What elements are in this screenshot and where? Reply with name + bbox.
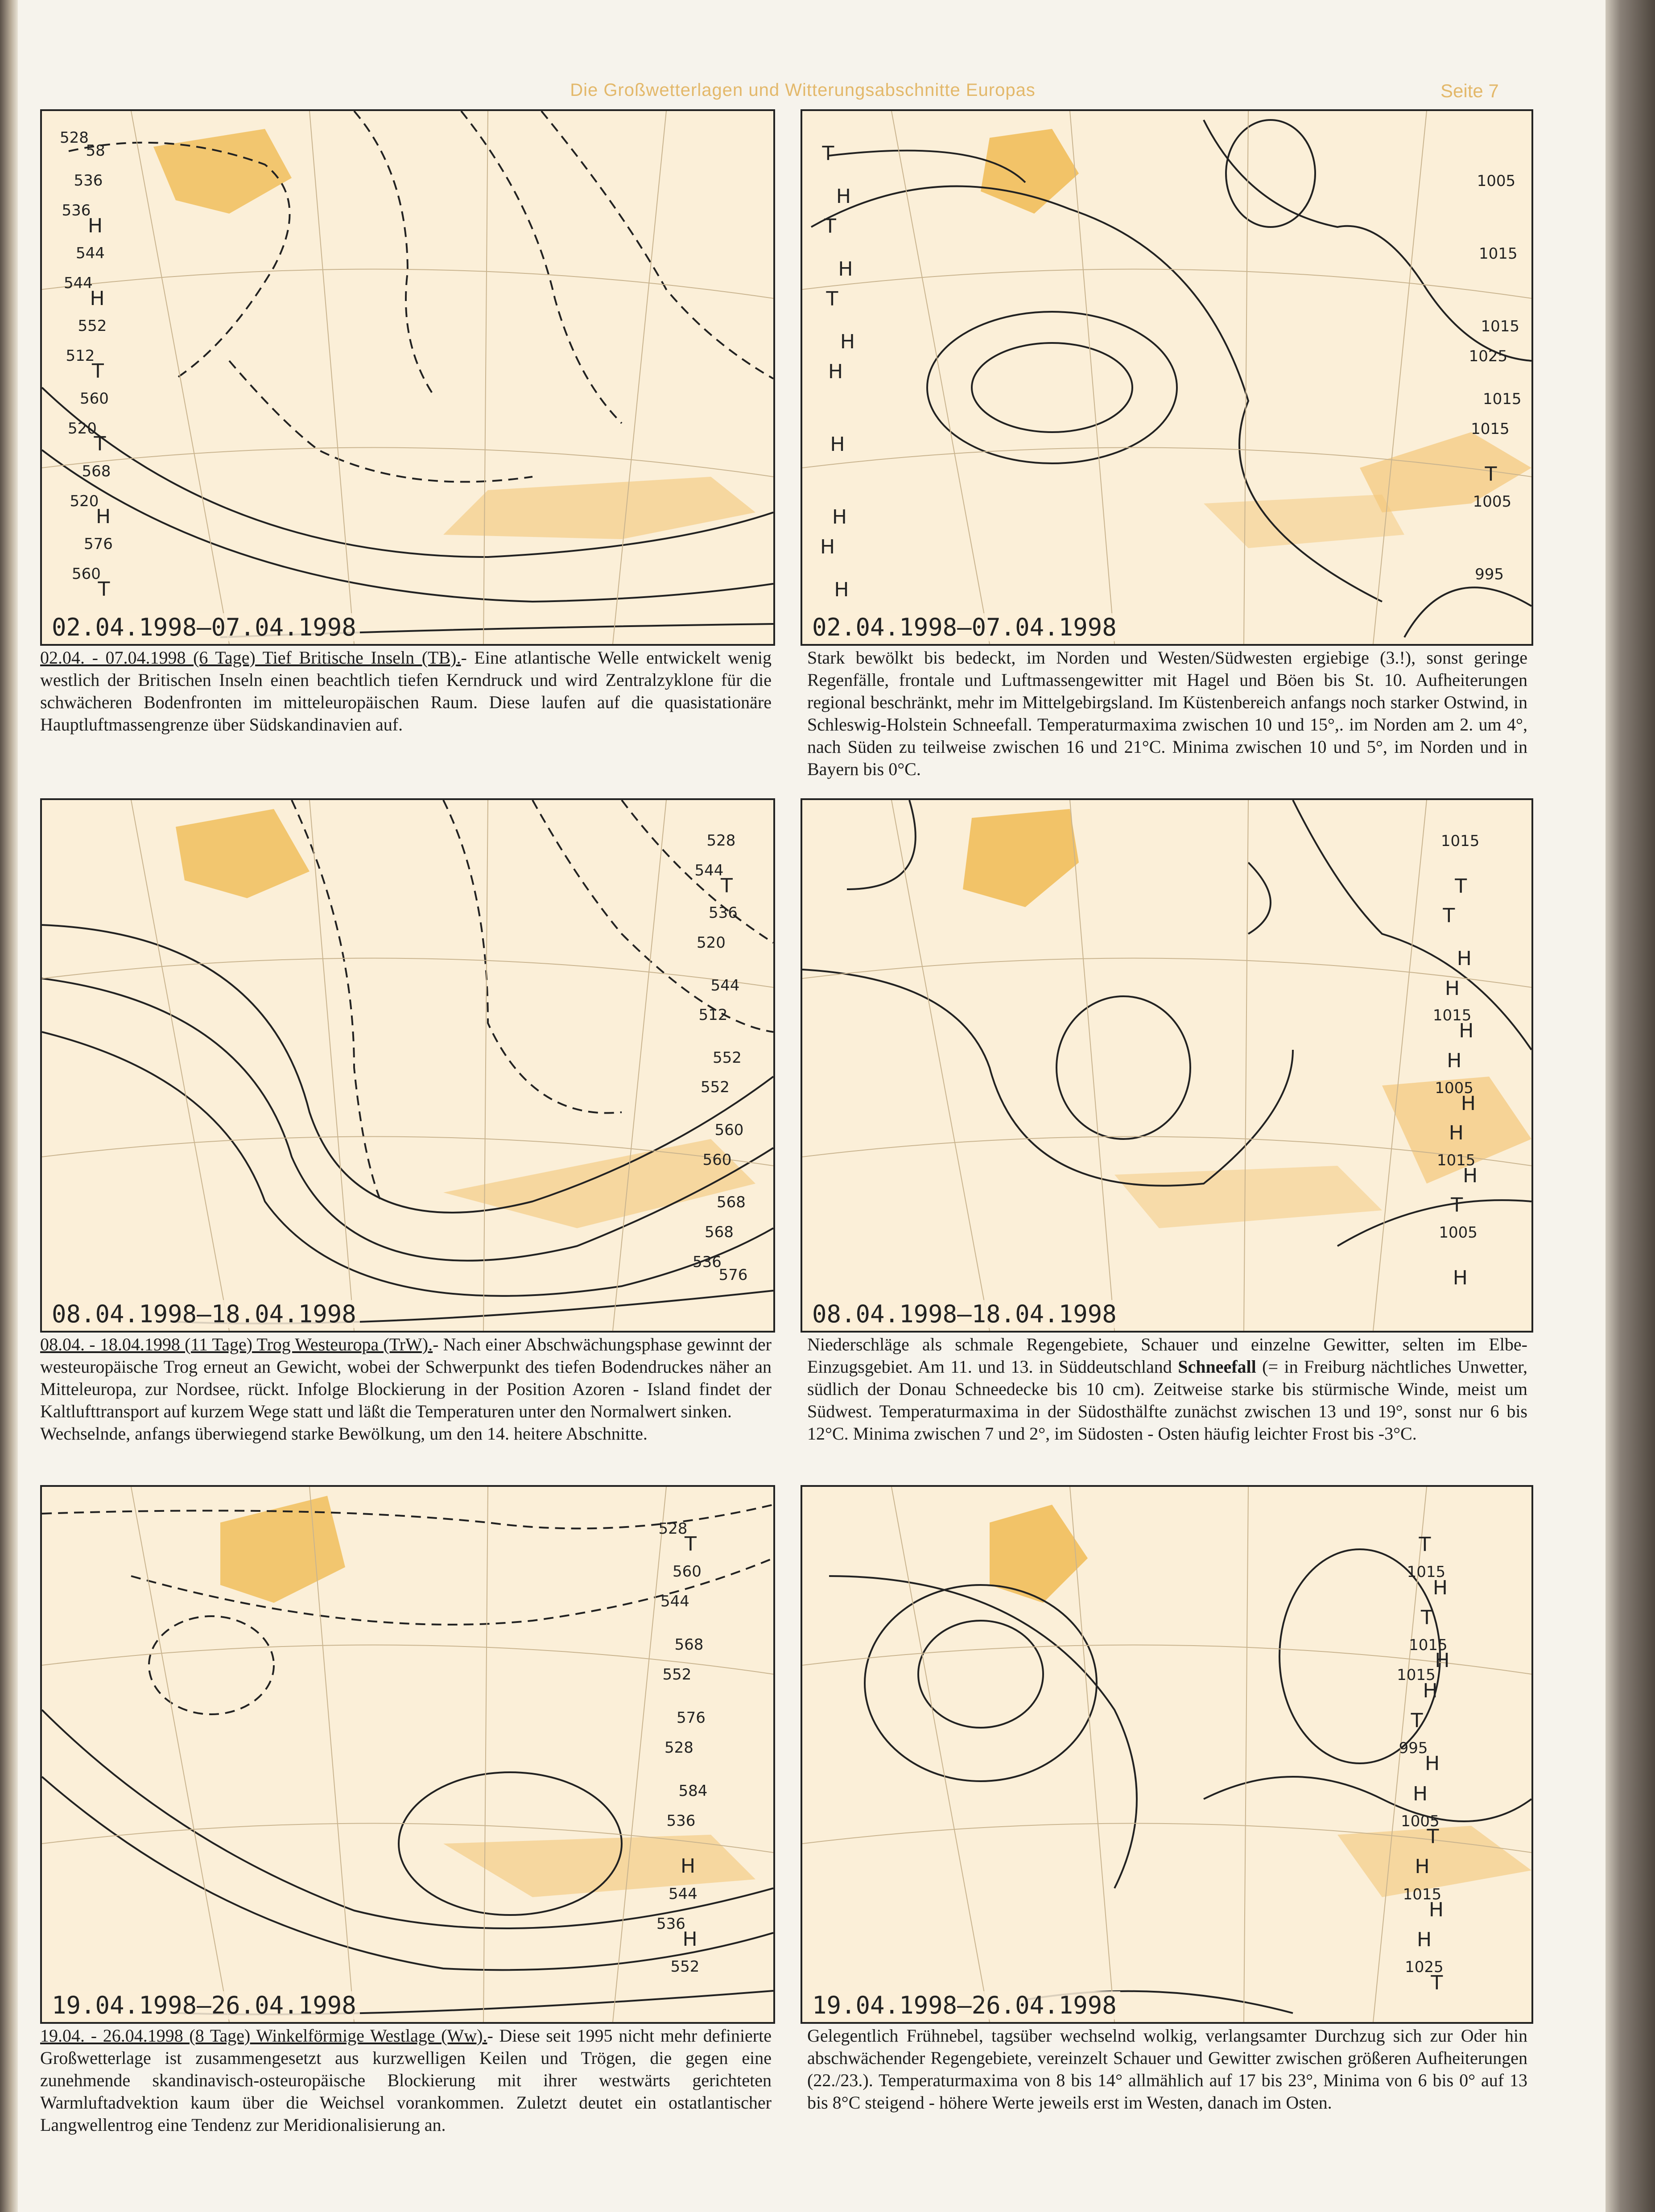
weather-conditions-caption-2 xyxy=(807,1333,1527,1445)
pressure-centre-label: T xyxy=(826,288,838,311)
running-header: Die Großwetterlagen und Witterungsabschnitte Europas xyxy=(570,80,1036,100)
pressure-centre-label: H xyxy=(1461,1092,1476,1115)
isoline-label: 1005 xyxy=(1439,1224,1478,1242)
isoline-label: 552 xyxy=(78,317,107,335)
isoline-label: 536 xyxy=(656,1915,685,1933)
pressure-centre-label: H xyxy=(830,433,845,456)
pressure-centre-label: H xyxy=(88,215,103,238)
pressure-centre-label: T xyxy=(822,142,834,165)
isoline-label: 560 xyxy=(673,1563,702,1581)
pressure-centre-label: T xyxy=(1411,1709,1423,1732)
isoline-label: 552 xyxy=(701,1078,730,1097)
pressure-centre-label: H xyxy=(1463,1164,1478,1187)
pressure-centre-label: H xyxy=(1413,1782,1428,1805)
pressure-centre-label: T xyxy=(685,1533,697,1556)
pressure-centre-label: H xyxy=(838,258,853,281)
pressure-centre-label: H xyxy=(681,1855,696,1878)
pressure-centre-label: T xyxy=(98,578,110,601)
map-date-label: 08.04.1998–18.04.1998 xyxy=(809,1300,1120,1328)
upper-air-map-2 xyxy=(40,798,775,1333)
pressure-centre-label: H xyxy=(832,506,847,529)
pressure-centre-label: T xyxy=(1455,875,1467,898)
pressure-centre-label: T xyxy=(1431,1971,1443,1994)
pressure-centre-label: H xyxy=(1415,1855,1430,1878)
isoline-label: 544 xyxy=(669,1885,697,1903)
isoline-label: 512 xyxy=(66,347,95,365)
isoline-label: 536 xyxy=(62,202,91,220)
isoline-label: 1015 xyxy=(1436,1151,1476,1169)
isoline-label: 544 xyxy=(710,976,740,995)
isoline-label: 1015 xyxy=(1479,245,1518,263)
regime-description: - Eine atlantische Welle entwickelt wenig westlich der Britischen Inseln einen beachtlich tiefen Kerndruck und wird Zentralzyklone für die schwächeren Bodenfronten im mitteleuropäischen Raum. Diese laufen auf die quasistationäre Hauptluftmassengrenze über Südskandinavien auf. xyxy=(40,648,772,735)
pressure-centre-label: H xyxy=(1459,1019,1474,1043)
isoline-label: 528 xyxy=(664,1739,693,1757)
weather-regime-caption-3 xyxy=(40,2025,772,2136)
isoline-label: 512 xyxy=(698,1006,728,1024)
conditions-description-a: Niederschläge als schmale Regengebiete, Schauer und einzelne Gewitter, selten im Elbe-Einzugsgebiet. Am 11. und 13. in Süddeutschland xyxy=(807,1334,1527,1377)
surface-pressure-map-1 xyxy=(801,109,1533,646)
isoline-label: 536 xyxy=(666,1812,696,1830)
surface-pressure-map-2-drawing xyxy=(802,800,1531,1331)
isoline-label: 568 xyxy=(82,462,111,481)
map-date-label: 08.04.1998–18.04.1998 xyxy=(48,1300,360,1328)
isoline-label: 58 xyxy=(86,142,105,160)
page-number: Seite 7 xyxy=(1440,80,1499,101)
pressure-centre-label: H xyxy=(820,536,835,559)
upper-air-map-1 xyxy=(40,109,775,646)
isoline-label: 1015 xyxy=(1409,1636,1448,1655)
isoline-label: 1025 xyxy=(1469,347,1508,366)
pressure-centre-label: T xyxy=(824,215,836,238)
regime-title: 02.04. - 07.04.1998 (6 Tage) Tief Britische Inseln (TB). xyxy=(40,648,461,668)
isoline-label: 576 xyxy=(84,535,113,553)
regime-title: 08.04. - 18.04.1998 (11 Tage) Trog Westeuropa (TrW). xyxy=(40,1334,433,1354)
pressure-centre-label: H xyxy=(1435,1649,1450,1672)
isoline-label: 568 xyxy=(705,1223,734,1241)
weather-regime-caption-2 xyxy=(40,1333,772,1445)
pressure-centre-label: H xyxy=(682,1928,697,1951)
pressure-centre-label: H xyxy=(96,505,111,528)
isoline-label: 560 xyxy=(702,1151,732,1169)
isoline-label: 1005 xyxy=(1477,172,1516,190)
isoline-label: 1025 xyxy=(1405,1958,1444,1977)
page-edge xyxy=(1605,0,1655,2212)
isoline-label: 520 xyxy=(697,934,726,952)
isoline-label: 536 xyxy=(693,1253,722,1271)
isoline-label: 552 xyxy=(670,1958,700,1976)
isoline-label: 544 xyxy=(660,1593,689,1611)
isoline-label: 544 xyxy=(76,244,105,263)
weather-regime-caption-1 xyxy=(40,647,772,736)
isoline-label: 1005 xyxy=(1401,1812,1440,1830)
pressure-centre-label: H xyxy=(1447,1049,1462,1072)
map-date-label: 02.04.1998–07.04.1998 xyxy=(48,613,360,641)
regime-description: - Diese seit 1995 nicht mehr definierte Großwetterlage ist zusammengesetzt aus kurzwelligen Keilen und Trögen, die gegen eine zunehmende skandinavisch-osteuropäische Blockierung mit ihrer westwärts gerichteten Warmluftadvektion kaum über die Weichsel vorankommen. Zuletzt deutet ein ostatlantischer Langwellentrog eine Tendenz zur Meridionalisierung an. xyxy=(40,2026,772,2135)
isoline-label: 1015 xyxy=(1481,318,1520,336)
snowfall-highlight: Schneefall xyxy=(1178,1357,1256,1377)
pressure-centre-label: T xyxy=(94,433,106,456)
upper-air-map-2-drawing xyxy=(42,800,773,1331)
pressure-centre-label: H xyxy=(834,578,849,602)
surface-pressure-map-3 xyxy=(801,1485,1533,2024)
cloud-note: Wechselnde, anfangs überwiegend starke Bewölkung, um den 14. heitere Abschnitte. xyxy=(40,1424,648,1444)
isoline-label: 528 xyxy=(60,129,89,147)
pressure-centre-label: H xyxy=(1445,977,1460,1000)
isoline-label: 995 xyxy=(1399,1739,1428,1758)
map-date-label: 19.04.1998–26.04.1998 xyxy=(48,1991,360,2019)
isoline-label: 536 xyxy=(709,904,738,922)
isoline-label: 528 xyxy=(706,832,736,850)
pressure-centre-label: T xyxy=(1485,463,1497,486)
isoline-label: 584 xyxy=(678,1782,708,1800)
regime-title: 19.04. - 26.04.1998 (8 Tage) Winkelförmige Westlage (Ww). xyxy=(40,2026,487,2046)
conditions-description: Gelegentlich Frühnebel, tagsüber wechselnd wolkig, verlangsamter Durchzug sich zur Oder hin abschwächender Regengebiete, vereinzelt Schauer und Gewitter zwischen größeren Aufheiterungen (22./23.). Temperaturmaxima von 8 bis 14° allmählich auf 17 bis 23°, Minima von 6 bis 0° auf 13 bis 8°C steigend - höhere Werte jeweils erst im Westen, danach im Osten. xyxy=(807,2026,1527,2113)
map-date-label: 19.04.1998–26.04.1998 xyxy=(809,1991,1120,2019)
pressure-centre-label: H xyxy=(90,287,105,310)
pressure-centre-label: H xyxy=(1417,1928,1432,1952)
pressure-centre-label: H xyxy=(1449,1122,1464,1145)
isoline-label: 995 xyxy=(1475,565,1504,584)
pressure-centre-label: T xyxy=(1419,1533,1431,1556)
surface-pressure-map-2 xyxy=(801,798,1533,1333)
isoline-label: 544 xyxy=(64,274,93,293)
isoline-label: 1015 xyxy=(1483,390,1522,409)
isoline-label: 576 xyxy=(718,1266,748,1284)
isoline-label: 568 xyxy=(717,1193,746,1212)
isoline-label: 1015 xyxy=(1432,1007,1472,1025)
isoline-label: 520 xyxy=(70,492,99,511)
weather-conditions-caption-1 xyxy=(807,647,1527,780)
isoline-label: 1005 xyxy=(1473,493,1512,511)
isoline-label: 552 xyxy=(713,1048,742,1067)
isoline-label: 568 xyxy=(674,1636,704,1654)
upper-air-map-3 xyxy=(40,1485,775,2024)
pressure-centre-label: H xyxy=(1453,1266,1468,1289)
upper-air-map-3-drawing xyxy=(42,1487,773,2022)
upper-air-map-1-drawing xyxy=(42,111,773,644)
pressure-centre-label: H xyxy=(1428,1898,1444,1922)
isoline-label: 544 xyxy=(694,861,724,879)
pressure-centre-label: T xyxy=(1443,904,1455,928)
isoline-label: 536 xyxy=(74,172,103,190)
pressure-centre-label: H xyxy=(1432,1576,1448,1599)
isoline-label: 560 xyxy=(714,1121,744,1139)
isoline-label: 552 xyxy=(662,1666,692,1684)
book-binding xyxy=(0,0,18,2212)
pressure-centre-label: H xyxy=(840,330,855,354)
isoline-label: 1015 xyxy=(1403,1885,1442,1903)
isoline-label: 520 xyxy=(68,420,97,438)
pressure-centre-label: H xyxy=(1423,1679,1438,1702)
conditions-description-b: (= in Freiburg nächtliches Unwetter, südlich der Donau Schneedecke bis 10 cm). Zeitweise starke bis stürmische Winde, meist um Südwest. Temperaturmaxima in der Südosthälfte zunächst zwischen 13 und 19°, sonst nur 6 bis 12°C. Minima zwischen 7 und 2°, im Südosten - Osten häufig leichter Frost bis -3°C. xyxy=(807,1357,1528,1444)
isoline-label: 560 xyxy=(72,565,101,583)
regime-description: - Nach einer Abschwächungsphase gewinnt der westeuropäische Trog erneut an Gewicht, wobei der Schwerpunkt des tiefen Bodendruckes näher an Mitteleuropa, zur Nordsee, rückt. Infolge Blockierung in der Position Azoren - Island findet der Kaltlufttransport auf kurzem Wege statt und läßt die Temperaturen unter den Normalwert sinken. xyxy=(40,1334,772,1421)
pressure-centre-label: H xyxy=(1457,947,1472,970)
surface-pressure-map-1-drawing xyxy=(802,111,1531,644)
isoline-label: 1015 xyxy=(1407,1563,1446,1581)
isoline-label: 1015 xyxy=(1440,832,1480,850)
weather-conditions-caption-3 xyxy=(807,2025,1527,2114)
isoline-label: 528 xyxy=(658,1519,688,1538)
conditions-description: Stark bewölkt bis bedeckt, im Norden und Westen/Südwesten ergiebige (3.!), sonst geringe Regenfälle, frontale und Luftmassengewitter mit Hagel und Böen bis St. 10. Aufheiterungen regional beschränkt, mehr im Mittelgebirgsland. Im Küstenbereich anfangs noch starker Ostwind, in Schleswig-Holstein Schneefall. Temperaturmaxima zwischen 10 und 15°,. im Norden am 2. um 4°, nach Süden zu teilweise zwischen 16 und 21°C. Minima zwischen 10 und 5°, im Norden und in Bayern bis 0°C. xyxy=(807,648,1527,779)
pressure-centre-label: H xyxy=(836,185,851,208)
pressure-centre-label: T xyxy=(721,874,733,897)
pressure-centre-label: T xyxy=(92,360,104,383)
pressure-centre-label: H xyxy=(828,360,843,384)
pressure-centre-label: T xyxy=(1451,1194,1463,1217)
isoline-label: 560 xyxy=(80,390,109,408)
isoline-label: 1005 xyxy=(1435,1079,1473,1097)
pressure-centre-label: T xyxy=(1420,1606,1433,1629)
pressure-centre-label: H xyxy=(1424,1752,1440,1775)
map-date-label: 02.04.1998–07.04.1998 xyxy=(809,613,1120,641)
pressure-centre-label: T xyxy=(1427,1825,1439,1849)
isoline-label: 1015 xyxy=(1397,1666,1436,1684)
isoline-label: 1015 xyxy=(1471,420,1510,438)
isoline-label: 576 xyxy=(677,1709,706,1727)
